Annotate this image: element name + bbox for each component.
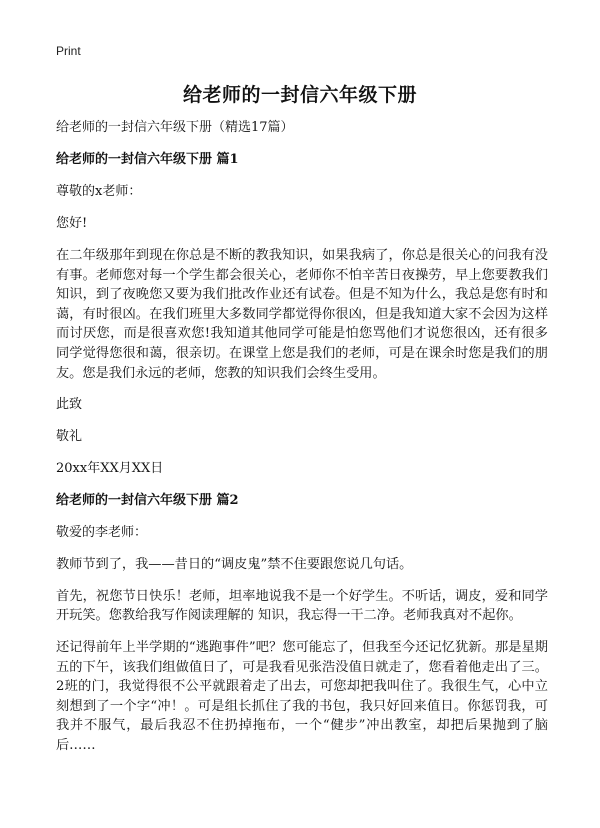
letter-greeting: 敬爱的李老师： — [56, 525, 148, 541]
letter-closing: 敬礼 — [56, 429, 83, 445]
letter-salutation: 您好! — [56, 216, 88, 231]
letter-paragraph: 教师节到了，我——昔日的“调皮鬼”禁不住要跟您说几句话。 — [56, 557, 413, 573]
letter-body: 在二年级那年到现在你总是不断的教我知识，如果我病了，你总是很关心的问我有没有事。老师您对每一个学生都会很关心，老师你不怕辛苦日夜操劳，早上您要教我们知识，到了夜晚您又要为我们批改作业还有试卷。但是不知为什么，我总是您有时和蔼，有时很凶。在我们班里大多数同学都觉得你很凶，但是我知道大家不会因为这样而讨厌您，而是很喜欢您!我知道其他同学可能是怕您骂他们才说您很凶，还有很多同学觉得您很和蔼，很亲切。在课堂上您是我们的老师，可是在课余时您是我们的朋友。您是我们永远的老师，您教的知识我们会终生受用。 — [56, 248, 548, 381]
letter-closing: 此致 — [56, 397, 83, 413]
document-title: 给老师的一封信六年级下册 — [182, 84, 417, 106]
letter-greeting: 尊敬的x老师： — [56, 184, 142, 199]
section-heading: 给老师的一封信六年级下册 篇2 — [56, 493, 239, 509]
document-subtitle: 给老师的一封信六年级下册（精选17篇） — [56, 120, 294, 135]
letter-paragraph: 首先，祝您节日快乐！老师，坦率地说我不是一个好学生。不听话，调皮，爱和同学开玩笑。您教给我写作阅读理解的 知识，我忘得一干二净。老师我真对不起你。 — [56, 588, 548, 624]
letter-paragraph: 还记得前年上半学期的“逃跑事件”吧？您可能忘了，但我至今还记忆犹新。那是星期五的下午，该我们组做值日了，可是我看见张浩没值日就走了，您看着他走出了三。2班的门，我觉得很不公平就跟着走了出去，可您却把我叫住了。我很生气，心中立刻想到了一个字“冲！。可是组长抓住了我的书包，我只好回来值日。你惩罚我，可我并不服气，最后我忍不住扔掉拖布，一个“健步”冲出教室，却把后果抛到了脑后…… — [56, 639, 548, 753]
section-heading: 给老师的一封信六年级下册 篇1 — [56, 152, 239, 167]
print-label: Print — [56, 44, 81, 58]
letter-date: 20xx年XX月XX日 — [56, 461, 164, 477]
document-content — [56, 118, 548, 768]
